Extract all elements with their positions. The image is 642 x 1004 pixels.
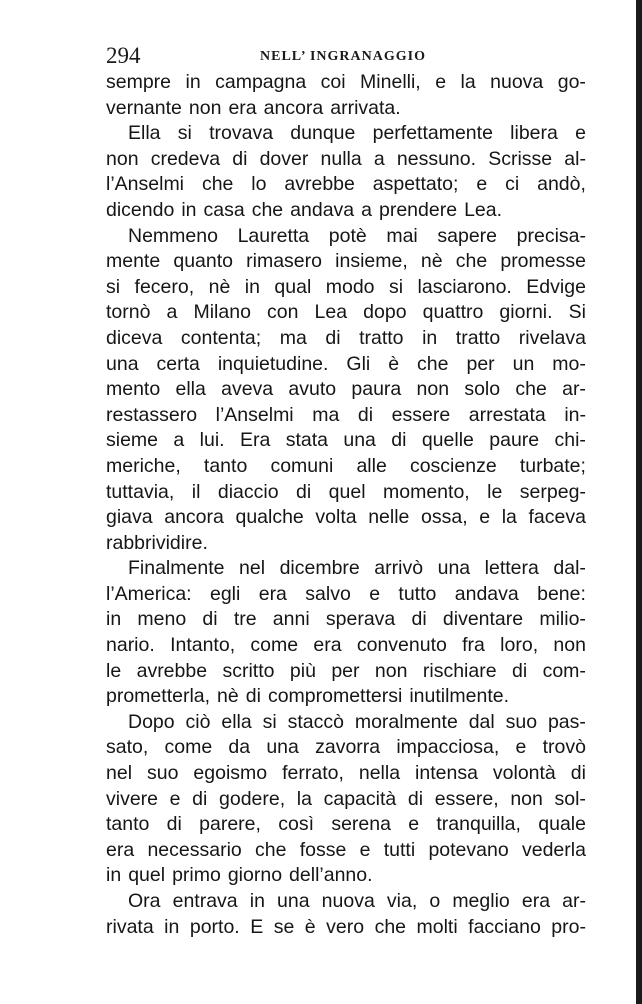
text-line: tornò a Milano con Lea dopo quattro giorni. Si (106, 301, 586, 324)
text-line: prometterla, nè di compromettersi inutilmente. (106, 685, 510, 708)
text-line: tuttavia, il diaccio di quel momento, le serpeg- (106, 480, 586, 503)
text-line: nario. Intanto, come era convenuto fra loro, non (106, 634, 586, 657)
text-line: non credeva di dover nulla a nessuno. Scrisse al- (106, 147, 586, 170)
text-line: Ella si trovava dunque perfettamente libera e (128, 122, 586, 145)
text-line: restassero l’Anselmi ma di essere arrestata in- (106, 403, 586, 426)
text-line: meriche, tanto comuni alle coscienze turbate; (106, 454, 586, 477)
text-line: una certa inquietudine. Gli è che per un mo- (106, 352, 586, 375)
text-line: Ora entrava in una nuova via, o meglio era ar- (128, 890, 586, 912)
page-number: 294 (106, 43, 141, 68)
text-line: Finalmente nel dicembre arrivò una lettera dal- (128, 557, 586, 580)
text-line: rabbrividire. (106, 531, 208, 554)
text-line: tanto di parere, così serena e tranquilla, quale (106, 813, 586, 836)
text-line: nel suo egoismo ferrato, nella intensa volontà di (106, 762, 586, 785)
text-line: in meno di tre anni sperava di diventare milio- (106, 608, 586, 631)
running-title: NELL’ INGRANAGGIO (260, 49, 426, 64)
text-line: sato, come da una zavorra impacciosa, e trovò (106, 736, 586, 759)
text-line: le avrebbe scritto più per non rischiare di com- (106, 659, 586, 682)
text-line: giava ancora qualche volta nelle ossa, e la faceva (106, 506, 586, 529)
text-line: diceva contenta; ma di tratto in tratto rivelava (106, 326, 586, 349)
text-line: in quel primo giorno dell’anno. (106, 864, 373, 887)
running-head (106, 43, 586, 71)
text-line: vernante non era ancora arrivata. (106, 96, 401, 119)
text-line: sempre in campagna coi Minelli, e la nuova go- (106, 71, 586, 93)
text-line: sieme a lui. Era stata una di quelle paure chi- (106, 429, 586, 452)
text-line: si fecero, nè in qual modo si lasciarono. Edvige (106, 275, 586, 298)
text-line: Dopo ciò ella si staccò moralmente dal suo pas- (128, 710, 586, 733)
text-line: mento ella aveva avuto paura non solo che ar- (106, 378, 586, 401)
text-line: dicendo in casa che andava a prendere Lea. (106, 198, 503, 221)
text-line: l’America: egli era salvo e tutto andava bene: (106, 582, 586, 605)
text-line: mente quanto rimasero insieme, nè che promesse (106, 250, 586, 273)
text-line: vivere e di godere, la capacità di essere, non sol- (106, 787, 586, 810)
text-line: era necessario che fosse e tutti potevano vederla (106, 838, 586, 861)
text-line: l’Anselmi che lo avrebbe aspettato; e ci andò, (106, 173, 586, 196)
text-line: rivata in porto. E se è vero che molti facciano pro- (106, 915, 586, 938)
text-line: Nemmeno Lauretta potè mai sapere precisa- (128, 224, 586, 247)
page-edge-shadow (636, 0, 642, 1004)
body-text (106, 70, 586, 940)
